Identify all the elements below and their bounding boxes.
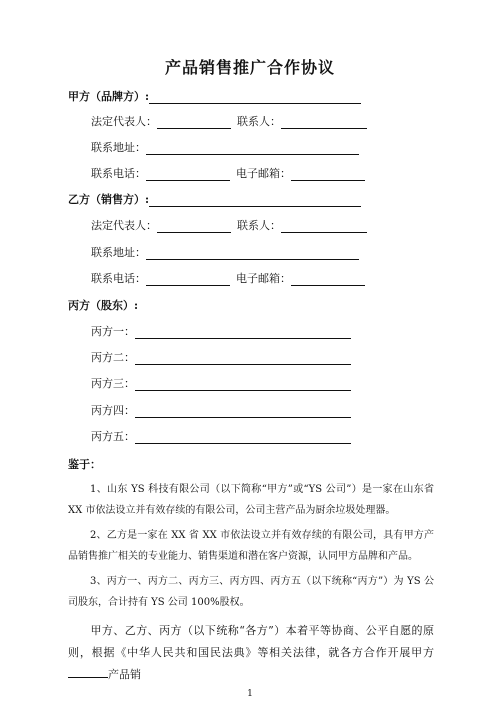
party-c-item-blank: [135, 431, 351, 444]
party-a-phone-row: [91, 167, 365, 181]
closing-text-before: 甲方、乙方、丙方（以下统称“各方”）本着平等协商、公平自愿的原则，根据《中华人民共和国民法典》等相关法律，就各方合作开展甲方: [68, 624, 434, 659]
whereas-label: 鉴于：: [68, 458, 101, 471]
party-a-address-row: [91, 141, 359, 155]
party-c-item-label: 丙方三：: [91, 377, 135, 390]
party-c-item: [91, 351, 351, 365]
party-b-address-row: [91, 246, 359, 260]
party-b-row: [68, 193, 361, 207]
party-a-label: 甲方（品牌方）:: [68, 90, 150, 103]
party-a-contact-blank: [281, 116, 367, 129]
party-c-item-blank: [135, 352, 351, 365]
party-c-item-blank: [135, 378, 351, 391]
document-title: 产品销售推广合作协议: [164, 58, 335, 77]
closing-text-after: 产品销: [108, 668, 141, 681]
party-c-item: [91, 404, 351, 418]
party-b-email-label: 电子邮箱：: [236, 272, 291, 285]
closing-blank: [68, 666, 108, 678]
party-c-label: 丙方（股东）:: [68, 299, 139, 312]
party-a-email-label: 电子邮箱：: [236, 167, 291, 180]
party-b-rep-blank: [157, 220, 231, 233]
party-a-rep-label: 法定代表人：: [91, 115, 157, 128]
party-b-name-blank: [149, 194, 361, 207]
party-b-phone-row: [91, 272, 365, 286]
party-a-row: [68, 90, 361, 104]
clause-text: 1、山东 YS 科技有限公司（以下简称“甲方”或“YS 公司”）是一家在山东省 XX 市依法设立并有效存续的有限公司，公司主营产品为厨余垃圾处理器。: [68, 484, 434, 516]
party-c-item-label: 丙方四：: [91, 404, 135, 417]
party-b-contact-label: 联系人：: [237, 219, 281, 232]
clause-1: [68, 479, 434, 521]
party-c-item-label: 丙方五：: [91, 430, 135, 443]
party-a-address-blank: [146, 142, 359, 155]
clause-text: 3、丙方一、丙方二、丙方三、丙方四、丙方五（以下统称“丙方”）为 YS 公司股东，合计持有 YS 公司 100%股权。: [68, 576, 434, 608]
party-a-email-blank: [291, 168, 365, 181]
party-c-item-label: 丙方二：: [91, 351, 135, 364]
page-number: 1: [247, 689, 253, 699]
party-b-phone-label: 联系电话：: [91, 272, 146, 285]
party-a-rep-row: [91, 115, 367, 129]
party-c-item: [91, 325, 351, 339]
party-b-address-label: 联系地址：: [91, 246, 146, 259]
clause-3: [68, 571, 434, 613]
party-c-item: [91, 430, 351, 444]
party-c-item-blank: [135, 405, 351, 418]
party-a-phone-label: 联系电话：: [91, 167, 146, 180]
party-a-rep-blank: [157, 116, 231, 129]
party-b-email-blank: [291, 273, 365, 286]
party-b-address-blank: [146, 247, 359, 260]
party-b-rep-label: 法定代表人：: [91, 219, 157, 232]
party-a-phone-blank: [146, 168, 230, 181]
closing-paragraph: [68, 620, 434, 686]
party-a-contact-label: 联系人：: [237, 115, 281, 128]
party-b-rep-row: [91, 219, 367, 233]
party-a-name-blank: [149, 91, 361, 104]
clause-2: [68, 525, 434, 567]
party-a-address-label: 联系地址：: [91, 141, 146, 154]
party-b-label: 乙方（销售方）:: [68, 193, 150, 206]
party-c-item-label: 丙方一：: [91, 325, 135, 338]
party-b-contact-blank: [281, 220, 367, 233]
party-b-phone-blank: [146, 273, 230, 286]
party-c-item-blank: [135, 326, 351, 339]
clause-text: 2、乙方是一家在 XX 省 XX 市依法设立并有效存续的有限公司，具有甲方产品销售推广相关的专业能力、销售渠道和潜在客户资源，认同甲方品牌和产品。: [68, 530, 434, 562]
party-c-item: [91, 377, 351, 391]
